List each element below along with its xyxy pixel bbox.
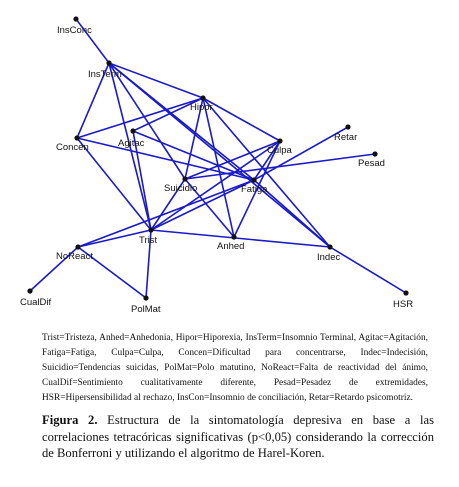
edge-hipor-culpa: [203, 98, 280, 141]
node-label-noreact: NoReact: [56, 251, 93, 262]
abbreviation-legend: Trist=Tristeza, Anhed=Anhedonia, Hipor=Hiporexia, InsTerm=Insomnio Terminal, Agitac=Agitación, Fatiga=Fatiga, Culpa=Culpa, Concen=Dificultad para concentrarse, Indec=Indecisión, Suicidio=Tendencias suicidas, PolMat=Polo matutino, NoReact=Falta de reactividad del ánimo, CualDif=Sentimiento cualitativamente diferente, Pesad=Pesadez de extremidades, HSR=Hipersensibilidad al rechazo, InsCon=Insomnio de conciliación, Retar=Retardo psicomotriz.: [42, 333, 428, 403]
node-hipor: [200, 95, 205, 100]
edge-insterm-hipor: [109, 63, 203, 98]
figure-caption-text: Estructura de la sintomatología depresiva en base a las correlaciones tetracóricas significativas (p<0,05) considerando la corrección de Bonferroni y utilizando el algoritmo de Harel-Koren.: [42, 413, 434, 460]
node-label-indec: Indec: [317, 252, 341, 263]
edge-indec-hsr: [330, 247, 406, 293]
node-suicidio: [182, 176, 187, 181]
node-label-anhed: Anhed: [217, 241, 245, 252]
node-label-pesad: Pesad: [358, 158, 385, 169]
node-label-insconc: InsConc: [57, 25, 92, 36]
node-anhed: [231, 234, 236, 239]
node-polmat: [143, 295, 148, 300]
node-concen: [74, 135, 79, 140]
node-hsr: [403, 290, 408, 295]
node-label-insterm: InsTerm: [88, 69, 122, 80]
node-noreact: [75, 244, 80, 249]
node-label-concen: Concen: [56, 142, 89, 153]
node-pesad: [372, 151, 377, 156]
node-label-retar: Retar: [334, 132, 358, 143]
node-indec: [327, 244, 332, 249]
node-retar: [345, 124, 350, 129]
node-cualdif: [27, 288, 32, 293]
node-label-trist: Trist: [139, 235, 158, 246]
node-label-suicidio: Suicidio: [164, 183, 198, 194]
node-trist: [148, 227, 153, 232]
node-fatiga: [251, 177, 256, 182]
node-culpa: [277, 138, 282, 143]
edge-pesad-suicidio: [185, 154, 375, 179]
node-agitac: [130, 128, 135, 133]
figure-caption: [42, 412, 434, 462]
figure-label: Figura 2.: [42, 413, 98, 427]
edge-hipor-anhed: [203, 98, 234, 237]
node-label-culpa: Culpa: [267, 145, 292, 156]
node-label-cualdif: CualDif: [20, 297, 52, 308]
node-label-fatiga: Fatiga: [241, 184, 268, 195]
edge-hipor-concen: [77, 98, 203, 138]
node-label-hsr: HSR: [393, 299, 414, 310]
node-insterm: [106, 60, 111, 65]
node-label-polmat: PolMat: [131, 304, 161, 315]
node-label-hipor: Hipor: [190, 102, 213, 113]
node-insconc: [73, 16, 78, 21]
node-label-agitac: Agitac: [118, 138, 145, 149]
